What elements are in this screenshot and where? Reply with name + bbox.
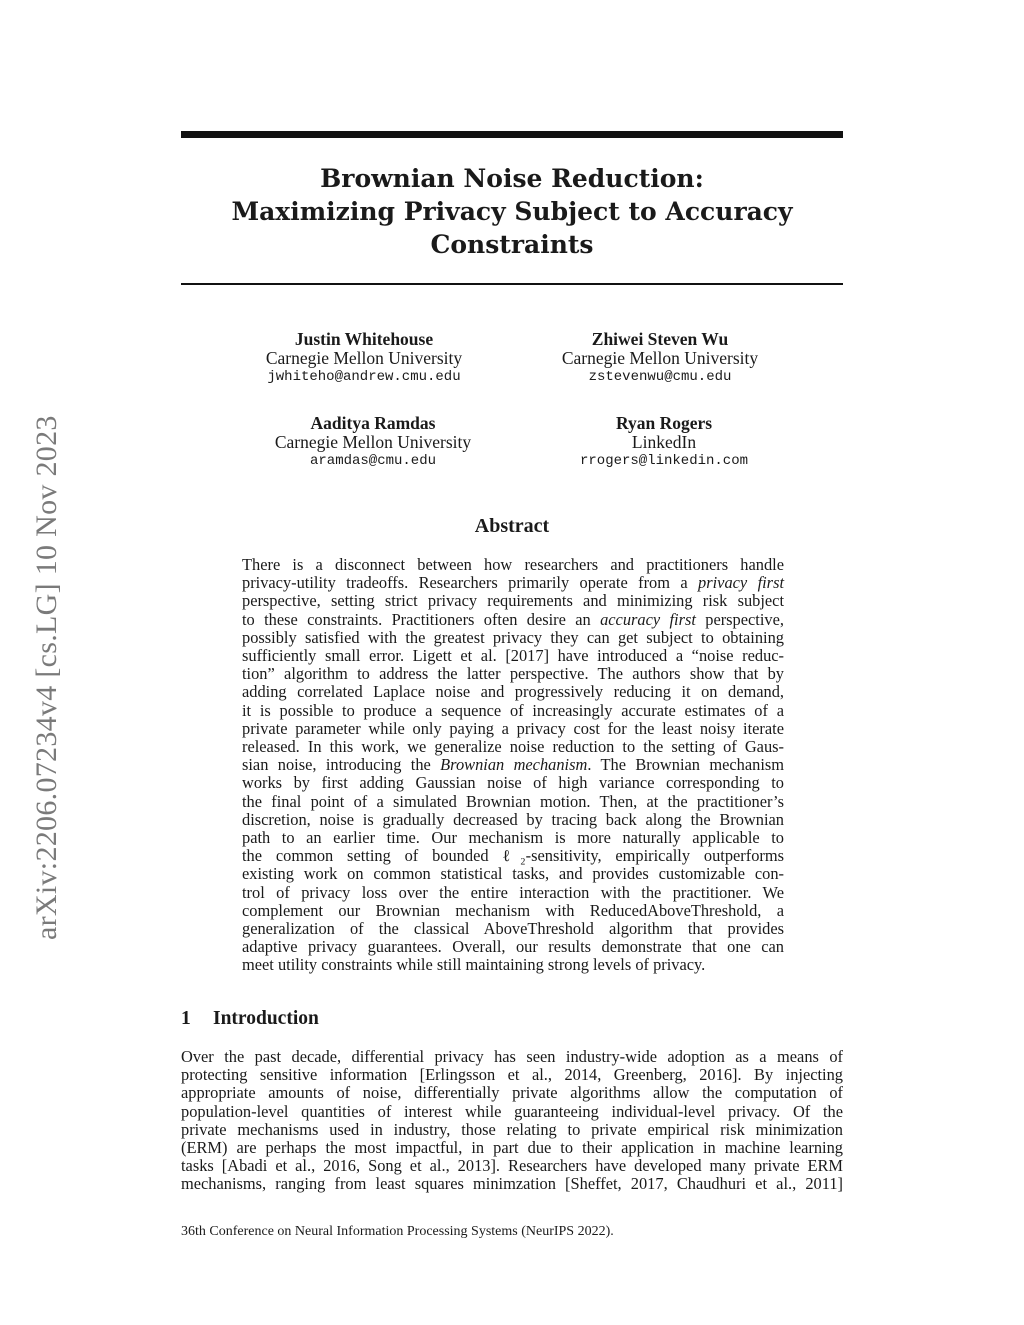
- introduction-text: [181, 1048, 843, 1194]
- abstract-line: the common setting of bounded ℓ₂-sensitivity, empirically outperforms: [242, 846, 784, 866]
- introduction-line: (ERM) are perhaps the most impactful, in part due to their application in machine learning: [181, 1138, 843, 1158]
- author-affiliation: Carnegie Mellon University: [561, 348, 759, 368]
- emphasized-term: privacy first: [698, 573, 784, 593]
- abstract-line: to these constraints. Practitioners often desire an accuracy first perspective,: [242, 609, 784, 629]
- title-line: Maximizing Privacy Subject to Accuracy: [231, 197, 793, 226]
- introduction-line: Over the past decade, differential privacy has seen industry-wide adoption as a means of: [181, 1047, 843, 1066]
- author-name: Zhiwei Steven Wu: [591, 329, 729, 349]
- author-block: [510, 330, 810, 387]
- abstract-line: tion” algorithm to address the latter perspective. The authors show that by: [242, 664, 784, 684]
- abstract-line: complement our Brownian mechanism with ReducedAboveThreshold, a: [242, 900, 784, 920]
- abstract-line: existing work on common statistical tasks, and provides customizable con-: [242, 864, 784, 884]
- abstract-line: adding correlated Laplace noise and progressively reducing it on demand,: [242, 682, 784, 702]
- author-name: Ryan Rogers: [615, 413, 713, 433]
- title-top-rule: [181, 131, 843, 138]
- introduction-line: appropriate amounts of noise, differentially private algorithms allow the computation of: [181, 1083, 843, 1103]
- abstract-line: released. In this work, we generalize noise reduction to the setting of Gaus-: [242, 737, 784, 757]
- abstract-line: adaptive privacy guarantees. Overall, our results demonstrate that one can: [242, 937, 784, 957]
- abstract-line: path to an earlier time. Our mechanism is more naturally applicable to: [242, 828, 784, 848]
- author-block: [514, 414, 814, 471]
- title-bottom-rule: [181, 283, 843, 285]
- abstract-line: There is a disconnect between how researchers and practitioners handle: [242, 555, 784, 574]
- section-heading: [181, 1008, 319, 1030]
- author-email[interactable]: zstevenwu@cmu.edu: [588, 369, 732, 385]
- emphasized-term: Brownian mechanism: [440, 755, 588, 775]
- abstract-line: perspective, setting strict privacy requirements and minimizing risk subject: [242, 591, 784, 611]
- arxiv-identifier-stamp: arXiv:2206.07234v4 [cs.LG] 10 Nov 2023: [30, 415, 63, 940]
- author-affiliation: Carnegie Mellon University: [265, 348, 463, 368]
- abstract-line: sian noise, introducing the Brownian mechanism. The Brownian mechanism: [242, 755, 784, 775]
- abstract-line: privacy-utility tradeoffs. Researchers primarily operate from a privacy first: [242, 573, 784, 593]
- paper-title: [181, 162, 843, 261]
- author-name: Aaditya Ramdas: [310, 413, 436, 433]
- abstract-line: discretion, noise is gradually decreased by tracing back along the Brownian: [242, 809, 784, 829]
- abstract-line: private parameter while only paying a privacy cost for the least noisy iterate: [242, 718, 784, 738]
- introduction-line: mechanisms, ranging from least squares minimzation [Sheffet, 2017, Chaudhuri et al., 2011]: [181, 1174, 843, 1194]
- abstract-line: meet utility constraints while still maintaining strong levels of privacy.: [242, 955, 706, 975]
- author-block: [214, 330, 514, 387]
- author-email[interactable]: jwhiteho@andrew.cmu.edu: [267, 369, 461, 385]
- abstract-line: it is possible to produce a sequence of increasingly accurate estimates of a: [242, 700, 784, 720]
- abstract-line: sufficiently small error. Ligett et al. [2017] have introduced a “noise reduc-: [242, 646, 784, 666]
- abstract-line: works by first adding Gaussian noise of high variance corresponding to: [242, 773, 784, 793]
- author-affiliation: Carnegie Mellon University: [274, 432, 472, 452]
- author-name: Justin Whitehouse: [294, 329, 434, 349]
- author-email[interactable]: rrogers@linkedin.com: [579, 453, 749, 469]
- abstract-line: the final point of a simulated Brownian motion. Then, at the practitioner’s: [242, 791, 784, 811]
- abstract-line: trol of privacy loss over the entire interaction with the practitioner. We: [242, 882, 784, 902]
- title-line: Constraints: [430, 230, 594, 259]
- section-number: 1: [181, 1008, 191, 1029]
- section-title: Introduction: [213, 1008, 319, 1029]
- abstract-heading: Abstract: [474, 515, 550, 537]
- introduction-line: private mechanisms used in industry, those relating to private empirical risk minimization: [181, 1119, 843, 1139]
- author-affiliation: LinkedIn: [631, 432, 697, 452]
- author-block: [223, 414, 523, 471]
- introduction-line: population-level quantities of interest while guaranteeing individual-level privacy. Of the: [181, 1101, 843, 1121]
- introduction-line: tasks [Abadi et al., 2016, Song et al., 2013]. Researchers have developed many private ERM: [181, 1156, 843, 1176]
- author-email[interactable]: aramdas@cmu.edu: [309, 453, 437, 469]
- abstract-line: possibly satisfied with the greatest privacy they can get subject to obtaining: [242, 627, 784, 647]
- title-line: Brownian Noise Reduction:: [320, 164, 704, 193]
- emphasized-term: accuracy first: [600, 609, 696, 629]
- introduction-line: protecting sensitive information [Erlingsson et al., 2014, Greenberg, 2016]. By injecting: [181, 1065, 843, 1085]
- abstract-text: [242, 556, 784, 975]
- abstract-line: generalization of the classical AboveThreshold algorithm that provides: [242, 919, 784, 939]
- conference-footnote: 36th Conference on Neural Information Processing Systems (NeurIPS 2022).: [181, 1224, 614, 1239]
